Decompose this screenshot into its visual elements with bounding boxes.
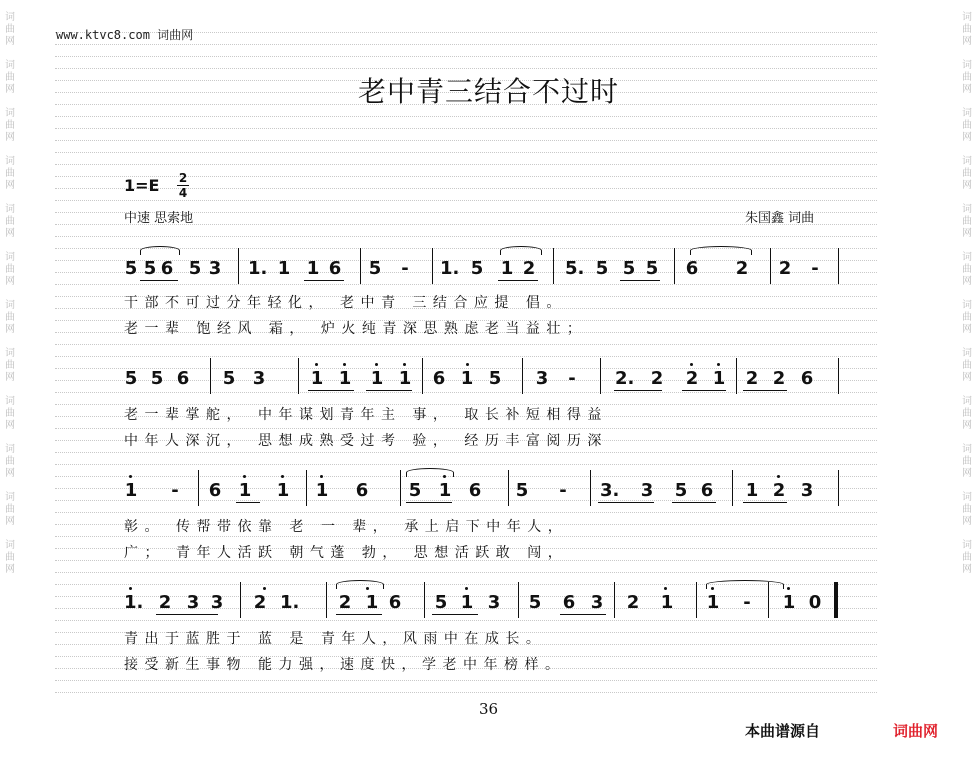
watermark-glyph: 曲 bbox=[962, 504, 972, 515]
note: 1 bbox=[338, 368, 352, 389]
note: 1 bbox=[660, 592, 674, 613]
watermark-glyph: 词 bbox=[5, 540, 15, 551]
dotted-line bbox=[55, 428, 877, 429]
watermark-glyph-group bbox=[962, 108, 972, 144]
watermark-glyph: 曲 bbox=[5, 312, 15, 323]
eighth-underline bbox=[304, 280, 344, 281]
watermark-glyph: 网 bbox=[962, 132, 972, 143]
lyric-line-4b: 接受新生事物 能力强，速度快，学老中年榜样。 bbox=[124, 657, 566, 673]
watermark-glyph: 网 bbox=[962, 324, 972, 335]
eighth-underline bbox=[743, 502, 787, 503]
watermark-glyph: 词 bbox=[5, 108, 15, 119]
note: 1 bbox=[277, 258, 291, 279]
watermark-glyph-group bbox=[962, 12, 972, 48]
note: 3 bbox=[800, 480, 814, 501]
bar-line bbox=[210, 358, 211, 394]
dotted-line bbox=[55, 128, 877, 129]
watermark-glyph: 曲 bbox=[962, 312, 972, 323]
watermark-glyph: 词 bbox=[962, 60, 972, 71]
lyric-line-2a: 老一辈掌舵， 中年谋划青年主 事， 取长补短相得益 bbox=[124, 407, 608, 423]
note: 5 bbox=[515, 480, 529, 501]
note: 2 bbox=[253, 592, 267, 613]
watermark-glyph: 词 bbox=[962, 12, 972, 23]
slur bbox=[140, 246, 180, 255]
dotted-line bbox=[55, 116, 877, 117]
eighth-underline bbox=[366, 390, 412, 391]
watermark-glyph: 网 bbox=[962, 36, 972, 47]
key-signature: 1=E bbox=[124, 176, 160, 195]
bar-line bbox=[838, 470, 839, 506]
watermark-glyph: 网 bbox=[5, 420, 15, 431]
note: 1 bbox=[124, 480, 138, 501]
bar-line bbox=[238, 248, 239, 284]
watermark-glyph: 网 bbox=[5, 468, 15, 479]
watermark-glyph: 词 bbox=[962, 252, 972, 263]
octave-dot bbox=[243, 475, 246, 478]
octave-dot bbox=[787, 587, 790, 590]
watermark-glyph-group bbox=[962, 444, 972, 480]
watermark-glyph: 网 bbox=[5, 180, 15, 191]
octave-dot bbox=[343, 363, 346, 366]
eighth-underline bbox=[598, 502, 654, 503]
bar-line bbox=[614, 582, 615, 618]
watermark-glyph: 词 bbox=[962, 156, 972, 167]
lyric-line-2b: 中年人深沉， 思想成熟受过考 验， 经历丰富阅历深 bbox=[124, 433, 608, 449]
note: 6 bbox=[328, 258, 342, 279]
note: 6 bbox=[562, 592, 576, 613]
sustain-dash: - bbox=[171, 480, 179, 501]
eighth-underline bbox=[498, 280, 538, 281]
watermark-glyph: 曲 bbox=[5, 408, 15, 419]
note: 5 bbox=[222, 368, 236, 389]
bar-line bbox=[424, 582, 425, 618]
final-bar-line bbox=[834, 582, 838, 618]
watermark-glyph-group bbox=[5, 396, 15, 432]
eighth-underline bbox=[336, 614, 382, 615]
eighth-underline bbox=[406, 502, 452, 503]
watermark-glyph: 网 bbox=[962, 228, 972, 239]
note: 1 bbox=[460, 368, 474, 389]
dotted-line bbox=[55, 392, 877, 393]
note: 3 bbox=[640, 480, 654, 501]
notation-line-4 bbox=[0, 592, 977, 614]
tempo-marking: 中速 思索地 bbox=[124, 211, 194, 226]
brand-link[interactable]: 词曲网 bbox=[893, 722, 939, 740]
note: 1. bbox=[124, 592, 144, 613]
octave-dot bbox=[664, 587, 667, 590]
note: 1 bbox=[782, 592, 796, 613]
note: 1 bbox=[706, 592, 720, 613]
sustain-dash: - bbox=[743, 592, 751, 613]
note: 2 bbox=[745, 368, 759, 389]
bar-line bbox=[306, 470, 307, 506]
bar-line bbox=[600, 358, 601, 394]
watermark-glyph-group bbox=[962, 300, 972, 336]
bar-line bbox=[522, 358, 523, 394]
watermark-glyph: 词 bbox=[962, 444, 972, 455]
note: 2 bbox=[626, 592, 640, 613]
note: 1 bbox=[398, 368, 412, 389]
slur bbox=[406, 468, 454, 477]
watermark-glyph: 网 bbox=[962, 84, 972, 95]
time-signature-bottom: 4 bbox=[178, 186, 188, 200]
eighth-underline bbox=[743, 390, 787, 391]
watermark-glyph: 曲 bbox=[962, 360, 972, 371]
watermark-glyph: 词 bbox=[5, 396, 15, 407]
watermark-glyph: 词 bbox=[962, 492, 972, 503]
sustain-dash: - bbox=[811, 258, 819, 279]
eighth-underline bbox=[156, 614, 218, 615]
watermark-glyph: 曲 bbox=[5, 264, 15, 275]
notation-line-3 bbox=[0, 480, 977, 502]
watermark-glyph: 曲 bbox=[962, 552, 972, 563]
note: 3 bbox=[487, 592, 501, 613]
bar-line bbox=[198, 470, 199, 506]
watermark-glyph: 词 bbox=[962, 348, 972, 359]
note: 6 bbox=[355, 480, 369, 501]
watermark-glyph-group bbox=[962, 396, 972, 432]
octave-dot bbox=[403, 363, 406, 366]
dotted-line bbox=[55, 356, 877, 357]
watermark-glyph: 网 bbox=[962, 516, 972, 527]
lyric-line-3b: 广； 青年人活跃 朝气蓬 勃， 思想活跃敢 闯， bbox=[124, 545, 569, 561]
bar-line bbox=[696, 582, 697, 618]
bar-line bbox=[298, 358, 299, 394]
note: 1 bbox=[310, 368, 324, 389]
note: 6 bbox=[432, 368, 446, 389]
octave-dot bbox=[320, 475, 323, 478]
eighth-underline bbox=[672, 502, 716, 503]
note: 2. bbox=[615, 368, 635, 389]
watermark-glyph: 曲 bbox=[5, 72, 15, 83]
note: 3 bbox=[208, 258, 222, 279]
octave-dot bbox=[465, 587, 468, 590]
octave-dot bbox=[129, 587, 132, 590]
note: 3. bbox=[600, 480, 620, 501]
bar-line bbox=[732, 470, 733, 506]
eighth-underline bbox=[308, 390, 354, 391]
note: 6 bbox=[388, 592, 402, 613]
dotted-line bbox=[55, 452, 877, 453]
watermark-glyph: 网 bbox=[962, 180, 972, 191]
note: 2 bbox=[650, 368, 664, 389]
watermark-glyph: 词 bbox=[962, 300, 972, 311]
bar-line bbox=[360, 248, 361, 284]
watermark-glyph: 网 bbox=[5, 564, 15, 575]
watermark-glyph: 曲 bbox=[962, 120, 972, 131]
lyric-line-4a: 青出于蓝胜于 蓝 是 青年人，风雨中在成长。 bbox=[124, 631, 547, 647]
watermark-glyph: 曲 bbox=[5, 120, 15, 131]
note: 1. bbox=[280, 592, 300, 613]
eighth-underline bbox=[140, 280, 178, 281]
note: 1 bbox=[365, 592, 379, 613]
watermark-glyph: 网 bbox=[5, 324, 15, 335]
watermark-glyph: 曲 bbox=[5, 552, 15, 563]
eighth-underline bbox=[560, 614, 606, 615]
watermark-glyph: 词 bbox=[962, 108, 972, 119]
note: 6 bbox=[160, 258, 174, 279]
dotted-line bbox=[55, 164, 877, 165]
time-signature bbox=[177, 172, 189, 199]
note: 5 bbox=[408, 480, 422, 501]
bar-line bbox=[838, 358, 839, 394]
dotted-line bbox=[55, 152, 877, 153]
bar-line bbox=[590, 470, 591, 506]
watermark-glyph: 词 bbox=[962, 204, 972, 215]
note: 6 bbox=[800, 368, 814, 389]
note: 2 bbox=[772, 368, 786, 389]
watermark-glyph: 词 bbox=[5, 252, 15, 263]
note: 1 bbox=[276, 480, 290, 501]
sustain-dash: - bbox=[401, 258, 409, 279]
note: 5 bbox=[622, 258, 636, 279]
watermark-glyph-group bbox=[962, 156, 972, 192]
watermark-glyph: 网 bbox=[5, 36, 15, 47]
note: 2 bbox=[685, 368, 699, 389]
dotted-line bbox=[55, 68, 877, 69]
bar-line bbox=[240, 582, 241, 618]
watermark-glyph-group bbox=[962, 540, 972, 576]
note: 3 bbox=[590, 592, 604, 613]
dotted-line bbox=[55, 236, 877, 237]
bar-line bbox=[770, 248, 771, 284]
note: 5 bbox=[674, 480, 688, 501]
note: 6 bbox=[176, 368, 190, 389]
lyric-line-1a: 干部不可过分年轻化， 老中青 三结合应提 倡。 bbox=[124, 295, 567, 311]
dotted-line bbox=[55, 56, 877, 57]
note: 3 bbox=[186, 592, 200, 613]
bar-line bbox=[838, 248, 839, 284]
watermark-glyph: 曲 bbox=[962, 168, 972, 179]
site-url[interactable]: www.ktvc8.com 词曲网 bbox=[56, 28, 194, 42]
note: 5 bbox=[528, 592, 542, 613]
watermark-glyph-group bbox=[5, 156, 15, 192]
dotted-line bbox=[55, 512, 877, 513]
watermark-glyph: 词 bbox=[962, 396, 972, 407]
dotted-line bbox=[55, 680, 877, 681]
watermark-glyph: 网 bbox=[962, 372, 972, 383]
note: 1 bbox=[712, 368, 726, 389]
bar-line bbox=[674, 248, 675, 284]
watermark-glyph: 词 bbox=[5, 204, 15, 215]
note: 5 bbox=[368, 258, 382, 279]
note: 6 bbox=[700, 480, 714, 501]
watermark-glyph: 词 bbox=[962, 540, 972, 551]
watermark-glyph-group bbox=[5, 12, 15, 48]
note: 5 bbox=[595, 258, 609, 279]
octave-dot bbox=[263, 587, 266, 590]
dotted-line bbox=[55, 140, 877, 141]
octave-dot bbox=[375, 363, 378, 366]
bar-line bbox=[736, 358, 737, 394]
bar-line bbox=[518, 582, 519, 618]
dotted-line bbox=[55, 464, 877, 465]
watermark-glyph: 曲 bbox=[5, 504, 15, 515]
note: 1 bbox=[438, 480, 452, 501]
watermark-glyph: 网 bbox=[962, 468, 972, 479]
dotted-line bbox=[55, 692, 877, 693]
note: 5 bbox=[470, 258, 484, 279]
watermark-glyph: 网 bbox=[5, 516, 15, 527]
watermark-glyph-group bbox=[5, 108, 15, 144]
octave-dot bbox=[129, 475, 132, 478]
dotted-line bbox=[55, 572, 877, 573]
bar-line bbox=[326, 582, 327, 618]
sustain-dash: - bbox=[568, 368, 576, 389]
page-number: 36 bbox=[478, 700, 499, 718]
note: 0 bbox=[808, 592, 822, 613]
watermark-glyph-group bbox=[5, 204, 15, 240]
watermark-glyph: 曲 bbox=[5, 360, 15, 371]
lyric-line-1b: 老一辈 饱经风 霜， 炉火纯青深思熟虑老当益壮； bbox=[124, 321, 588, 337]
note: 5 bbox=[434, 592, 448, 613]
time-signature-top: 2 bbox=[178, 171, 188, 185]
eighth-underline bbox=[432, 614, 478, 615]
note: 5 bbox=[124, 258, 138, 279]
note: 1 bbox=[238, 480, 252, 501]
dotted-line bbox=[55, 620, 877, 621]
note: 5 bbox=[124, 368, 138, 389]
notation-line-2 bbox=[0, 368, 977, 390]
watermark-glyph: 曲 bbox=[962, 264, 972, 275]
bar-line bbox=[422, 358, 423, 394]
dotted-line bbox=[55, 536, 877, 537]
watermark-glyph: 词 bbox=[5, 492, 15, 503]
note: 2 bbox=[158, 592, 172, 613]
watermark-glyph: 网 bbox=[5, 372, 15, 383]
watermark-glyph: 词 bbox=[5, 12, 15, 23]
watermark-glyph-group bbox=[962, 204, 972, 240]
watermark-glyph: 词 bbox=[5, 444, 15, 455]
dotted-line bbox=[55, 44, 877, 45]
note: 5 bbox=[488, 368, 502, 389]
watermark-glyph: 网 bbox=[5, 228, 15, 239]
note: 5 bbox=[645, 258, 659, 279]
note: 1 bbox=[745, 480, 759, 501]
note: 2 bbox=[778, 258, 792, 279]
watermark-glyph: 词 bbox=[5, 348, 15, 359]
slur bbox=[706, 580, 784, 589]
sustain-dash: - bbox=[559, 480, 567, 501]
note: 2 bbox=[522, 258, 536, 279]
source-label: 本曲谱源自 bbox=[745, 722, 821, 740]
watermark-glyph: 词 bbox=[5, 156, 15, 167]
note: 6 bbox=[685, 258, 699, 279]
eighth-underline bbox=[682, 390, 726, 391]
author-credit: 朱国鑫 词曲 bbox=[745, 211, 815, 226]
note: 3 bbox=[210, 592, 224, 613]
watermark-glyph-group bbox=[5, 444, 15, 480]
note: 1 bbox=[315, 480, 329, 501]
dotted-line bbox=[55, 344, 877, 345]
note: 2 bbox=[338, 592, 352, 613]
octave-dot bbox=[777, 475, 780, 478]
watermark-glyph: 网 bbox=[962, 564, 972, 575]
note: 6 bbox=[468, 480, 482, 501]
slur bbox=[500, 246, 542, 255]
note: 1 bbox=[306, 258, 320, 279]
dotted-line bbox=[55, 284, 877, 285]
watermark-glyph: 曲 bbox=[5, 456, 15, 467]
watermark-glyph: 曲 bbox=[5, 216, 15, 227]
note: 1 bbox=[500, 258, 514, 279]
bar-line bbox=[508, 470, 509, 506]
watermark-glyph-group bbox=[5, 300, 15, 336]
octave-dot bbox=[281, 475, 284, 478]
note: 5 bbox=[150, 368, 164, 389]
eighth-underline bbox=[620, 280, 660, 281]
note: 6 bbox=[208, 480, 222, 501]
octave-dot bbox=[690, 363, 693, 366]
watermark-glyph-group bbox=[5, 540, 15, 576]
watermark-glyph: 曲 bbox=[962, 408, 972, 419]
watermark-glyph: 曲 bbox=[5, 24, 15, 35]
watermark-glyph: 网 bbox=[5, 276, 15, 287]
song-title: 老中青三结合不过时 bbox=[357, 75, 619, 108]
note: 1. bbox=[248, 258, 268, 279]
dotted-line bbox=[55, 200, 877, 201]
note: 5 bbox=[143, 258, 157, 279]
bar-line bbox=[432, 248, 433, 284]
note: 5. bbox=[565, 258, 585, 279]
slur bbox=[336, 580, 384, 589]
watermark-glyph: 曲 bbox=[962, 72, 972, 83]
watermark-glyph: 网 bbox=[962, 276, 972, 287]
octave-dot bbox=[717, 363, 720, 366]
slur bbox=[690, 246, 752, 255]
note: 1. bbox=[440, 258, 460, 279]
watermark-glyph: 网 bbox=[5, 132, 15, 143]
watermark-glyph: 曲 bbox=[5, 168, 15, 179]
watermark-glyph: 词 bbox=[5, 60, 15, 71]
dotted-line bbox=[55, 476, 877, 477]
eighth-underline bbox=[236, 502, 260, 503]
octave-dot bbox=[466, 363, 469, 366]
watermark-glyph: 网 bbox=[5, 84, 15, 95]
watermark-glyph: 网 bbox=[962, 420, 972, 431]
note: 3 bbox=[535, 368, 549, 389]
note: 1 bbox=[460, 592, 474, 613]
octave-dot bbox=[315, 363, 318, 366]
bar-line bbox=[400, 470, 401, 506]
notation-line-1 bbox=[0, 258, 977, 280]
note: 5 bbox=[188, 258, 202, 279]
bar-line bbox=[553, 248, 554, 284]
eighth-underline bbox=[614, 390, 662, 391]
watermark-glyph: 曲 bbox=[962, 24, 972, 35]
watermark-glyph: 词 bbox=[5, 300, 15, 311]
note: 2 bbox=[735, 258, 749, 279]
watermark-glyph: 曲 bbox=[962, 456, 972, 467]
note: 1 bbox=[370, 368, 384, 389]
note: 2 bbox=[772, 480, 786, 501]
note: 3 bbox=[252, 368, 266, 389]
lyric-line-3a: 彰。 传帮带依靠 老 一 辈， 承上启下中年人， bbox=[124, 519, 569, 535]
watermark-glyph: 曲 bbox=[962, 216, 972, 227]
